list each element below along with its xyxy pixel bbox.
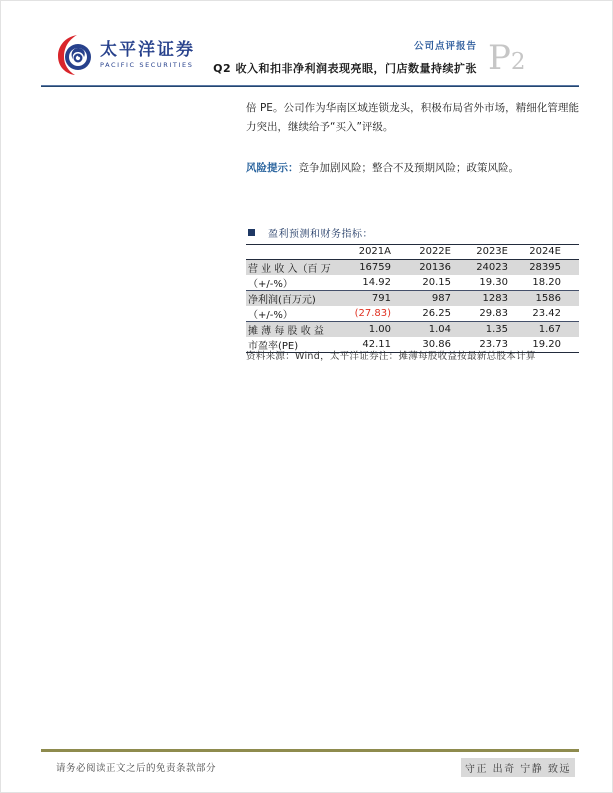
table-cell: 987	[431, 292, 451, 304]
table-header-cell: 2023E	[476, 246, 508, 258]
table-cell: 1.00	[368, 323, 391, 335]
table-row-label: 市盈率(PE)	[248, 340, 299, 352]
table-header-cell: 2022E	[419, 246, 451, 258]
company-logo	[56, 33, 195, 77]
risk-warning-text: 竞争加剧风险；整合不及预期风险；政策风险。	[298, 162, 519, 174]
page-number	[488, 38, 526, 78]
table-cell: 1.35	[485, 323, 508, 335]
logo-text	[100, 41, 195, 69]
table-cell: 23.73	[479, 338, 508, 350]
table-header-cell: 2024E	[529, 246, 561, 258]
report-type-label: 公司点评报告	[413, 41, 477, 52]
financial-table	[246, 244, 579, 353]
table-cell: 24023	[476, 261, 508, 273]
financial-table-section	[246, 225, 579, 353]
risk-warning-label: 风险提示：	[246, 162, 299, 174]
table-row-label: 营 业 收 入（百 万	[248, 263, 331, 275]
header-titles	[213, 38, 477, 76]
table-row	[246, 306, 579, 322]
footer-divider	[41, 749, 579, 752]
table-row-label: （+/-%）	[248, 309, 293, 321]
body-paragraph: 倍 PE。公司作为华南区域连锁龙头，积极布局省外市场，精细化管理能力突出，继续给予“买入”评级。	[246, 102, 579, 133]
footer-motto: 守正 出奇 宁静 致远	[461, 758, 575, 777]
table-header-cell: 2021A	[358, 246, 391, 258]
risk-warning	[246, 160, 579, 177]
table-cell: 30.86	[422, 338, 451, 350]
square-bullet-icon	[248, 229, 255, 236]
table-row	[246, 321, 579, 337]
table-cell: 16759	[359, 261, 391, 273]
table-cell: 1.67	[538, 323, 561, 335]
table-cell: 1586	[535, 292, 561, 304]
table-row-label: 摊 薄 每 股 收 益	[248, 325, 324, 337]
table-cell: (27.83)	[354, 307, 391, 319]
table-header-row	[246, 245, 579, 260]
table-row-label: 净利润(百万元)	[248, 294, 316, 306]
table-cell: 20.15	[422, 276, 451, 288]
financial-table-body	[246, 245, 579, 353]
table-source-note: 资料来源：Wind，太平洋证券注：摊薄每股收益按最新总股本计算	[246, 351, 536, 362]
logo-name-cn: 太平洋证券	[100, 40, 195, 61]
table-row	[246, 259, 579, 275]
table-cell: 29.83	[479, 307, 508, 319]
table-cell: 20136	[419, 261, 451, 273]
table-header-cell	[246, 245, 334, 260]
header-divider	[41, 85, 579, 87]
table-cell: 14.92	[362, 276, 391, 288]
table-cell: 19.30	[479, 276, 508, 288]
table-cell: 28395	[529, 261, 561, 273]
table-cell: 1283	[482, 292, 508, 304]
table-row-label: （+/-%）	[248, 278, 293, 290]
logo-name-en: PACIFIC SECURITIES	[100, 60, 194, 69]
table-cell: 23.42	[532, 307, 561, 319]
table-cell: 26.25	[422, 307, 451, 319]
table-row	[246, 275, 579, 291]
page-number-digit: 2	[510, 49, 526, 75]
table-title: 盈利预测和财务指标：	[268, 229, 373, 240]
table-cell: 18.20	[532, 276, 561, 288]
table-cell: 19.20	[532, 338, 561, 350]
table-cell: 1.04	[428, 323, 451, 335]
table-cell: 791	[371, 292, 391, 304]
footer-disclaimer: 请务必阅读正文之后的免责条款部分	[56, 763, 217, 774]
table-row	[246, 290, 579, 306]
page-number-letter: P	[488, 38, 511, 78]
report-title: Q2 收入和扣非净利润表现亮眼，门店数量持续扩张	[213, 62, 477, 75]
table-cell: 42.11	[362, 338, 391, 350]
table-title-row	[248, 225, 579, 240]
pacific-securities-logo-icon	[56, 33, 94, 77]
